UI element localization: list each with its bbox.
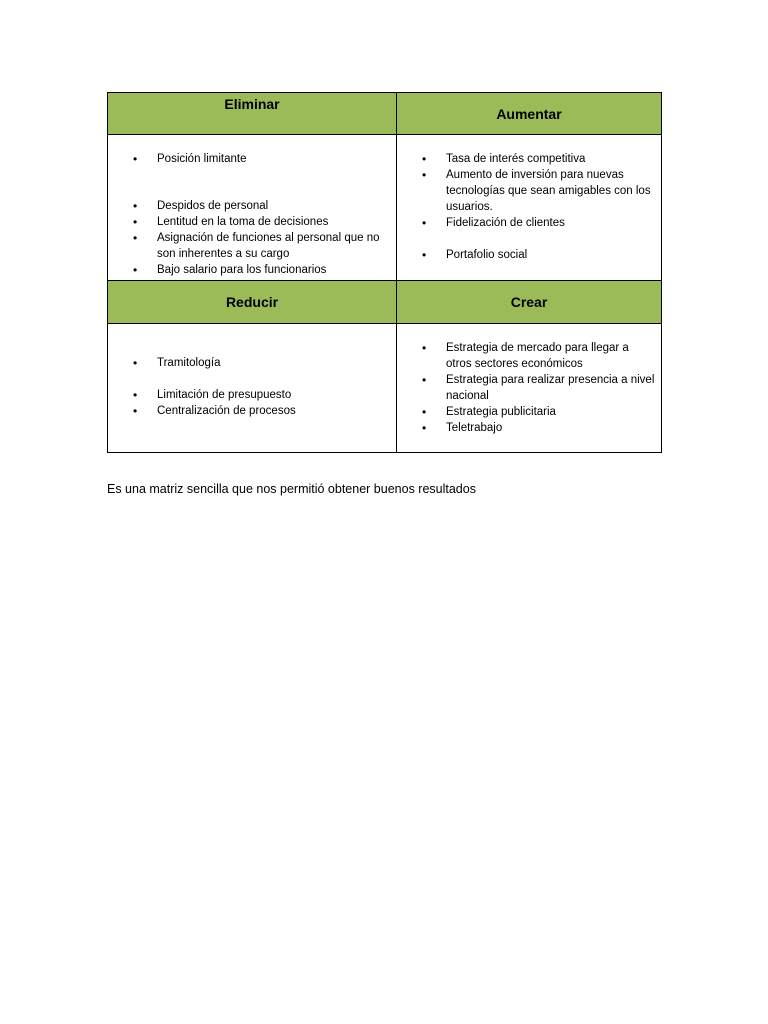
cell-aumentar: [397, 135, 661, 280]
header-crear: [397, 281, 661, 323]
header-aumentar: [397, 93, 661, 134]
list-item: • Estrategia para realizar presencia a nivel nacional: [397, 372, 661, 404]
list-item: • Bajo salario para los funcionarios: [108, 262, 396, 278]
list-item: • Lentitud en la toma de decisiones: [108, 214, 396, 230]
cell-crear: [397, 324, 661, 452]
column-divider: [396, 93, 397, 452]
list-item: • Estrategia de mercado para llegar a otros sectores económicos: [397, 340, 661, 372]
header-crear-label: Crear: [510, 294, 548, 310]
row-divider: [108, 323, 661, 324]
list-item: • Limitación de presupuesto: [108, 387, 396, 403]
eliminar-list: [108, 151, 396, 278]
list-item: • Despidos de personal: [108, 198, 396, 214]
list-item: • Posición limitante: [108, 151, 396, 167]
header-reducir: [108, 281, 396, 323]
list-item: • Aumento de inversión para nuevas tecnologías que sean amigables con los usuarios.: [397, 167, 661, 215]
row-divider: [108, 134, 661, 135]
caption-text: Es una matriz sencilla que nos permitió obtener buenos resultados: [107, 482, 476, 496]
header-reducir-label: Reducir: [225, 294, 279, 310]
reducir-list: [108, 355, 396, 419]
header-aumentar-label: Aumentar: [496, 105, 562, 122]
list-item: • Fidelización de clientes: [397, 215, 661, 231]
list-item: • Asignación de funciones al personal que no son inherentes a su cargo: [108, 230, 396, 262]
list-item: • Estrategia publicitaria: [397, 404, 661, 420]
aumentar-list: [397, 151, 661, 263]
cell-eliminar: [108, 135, 396, 280]
header-eliminar-label: Eliminar: [224, 96, 280, 112]
list-item: • Teletrabajo: [397, 420, 661, 436]
row-divider: [108, 280, 661, 281]
erric-matrix-table: [107, 92, 662, 453]
header-eliminar: [108, 93, 396, 134]
list-item: • Tramitología: [108, 355, 396, 371]
list-item: • Centralización de procesos: [108, 403, 396, 419]
list-item: • Portafolio social: [397, 247, 661, 263]
crear-list: [397, 340, 661, 436]
cell-reducir: [108, 324, 396, 452]
list-item: • Tasa de interés competitiva: [397, 151, 661, 167]
